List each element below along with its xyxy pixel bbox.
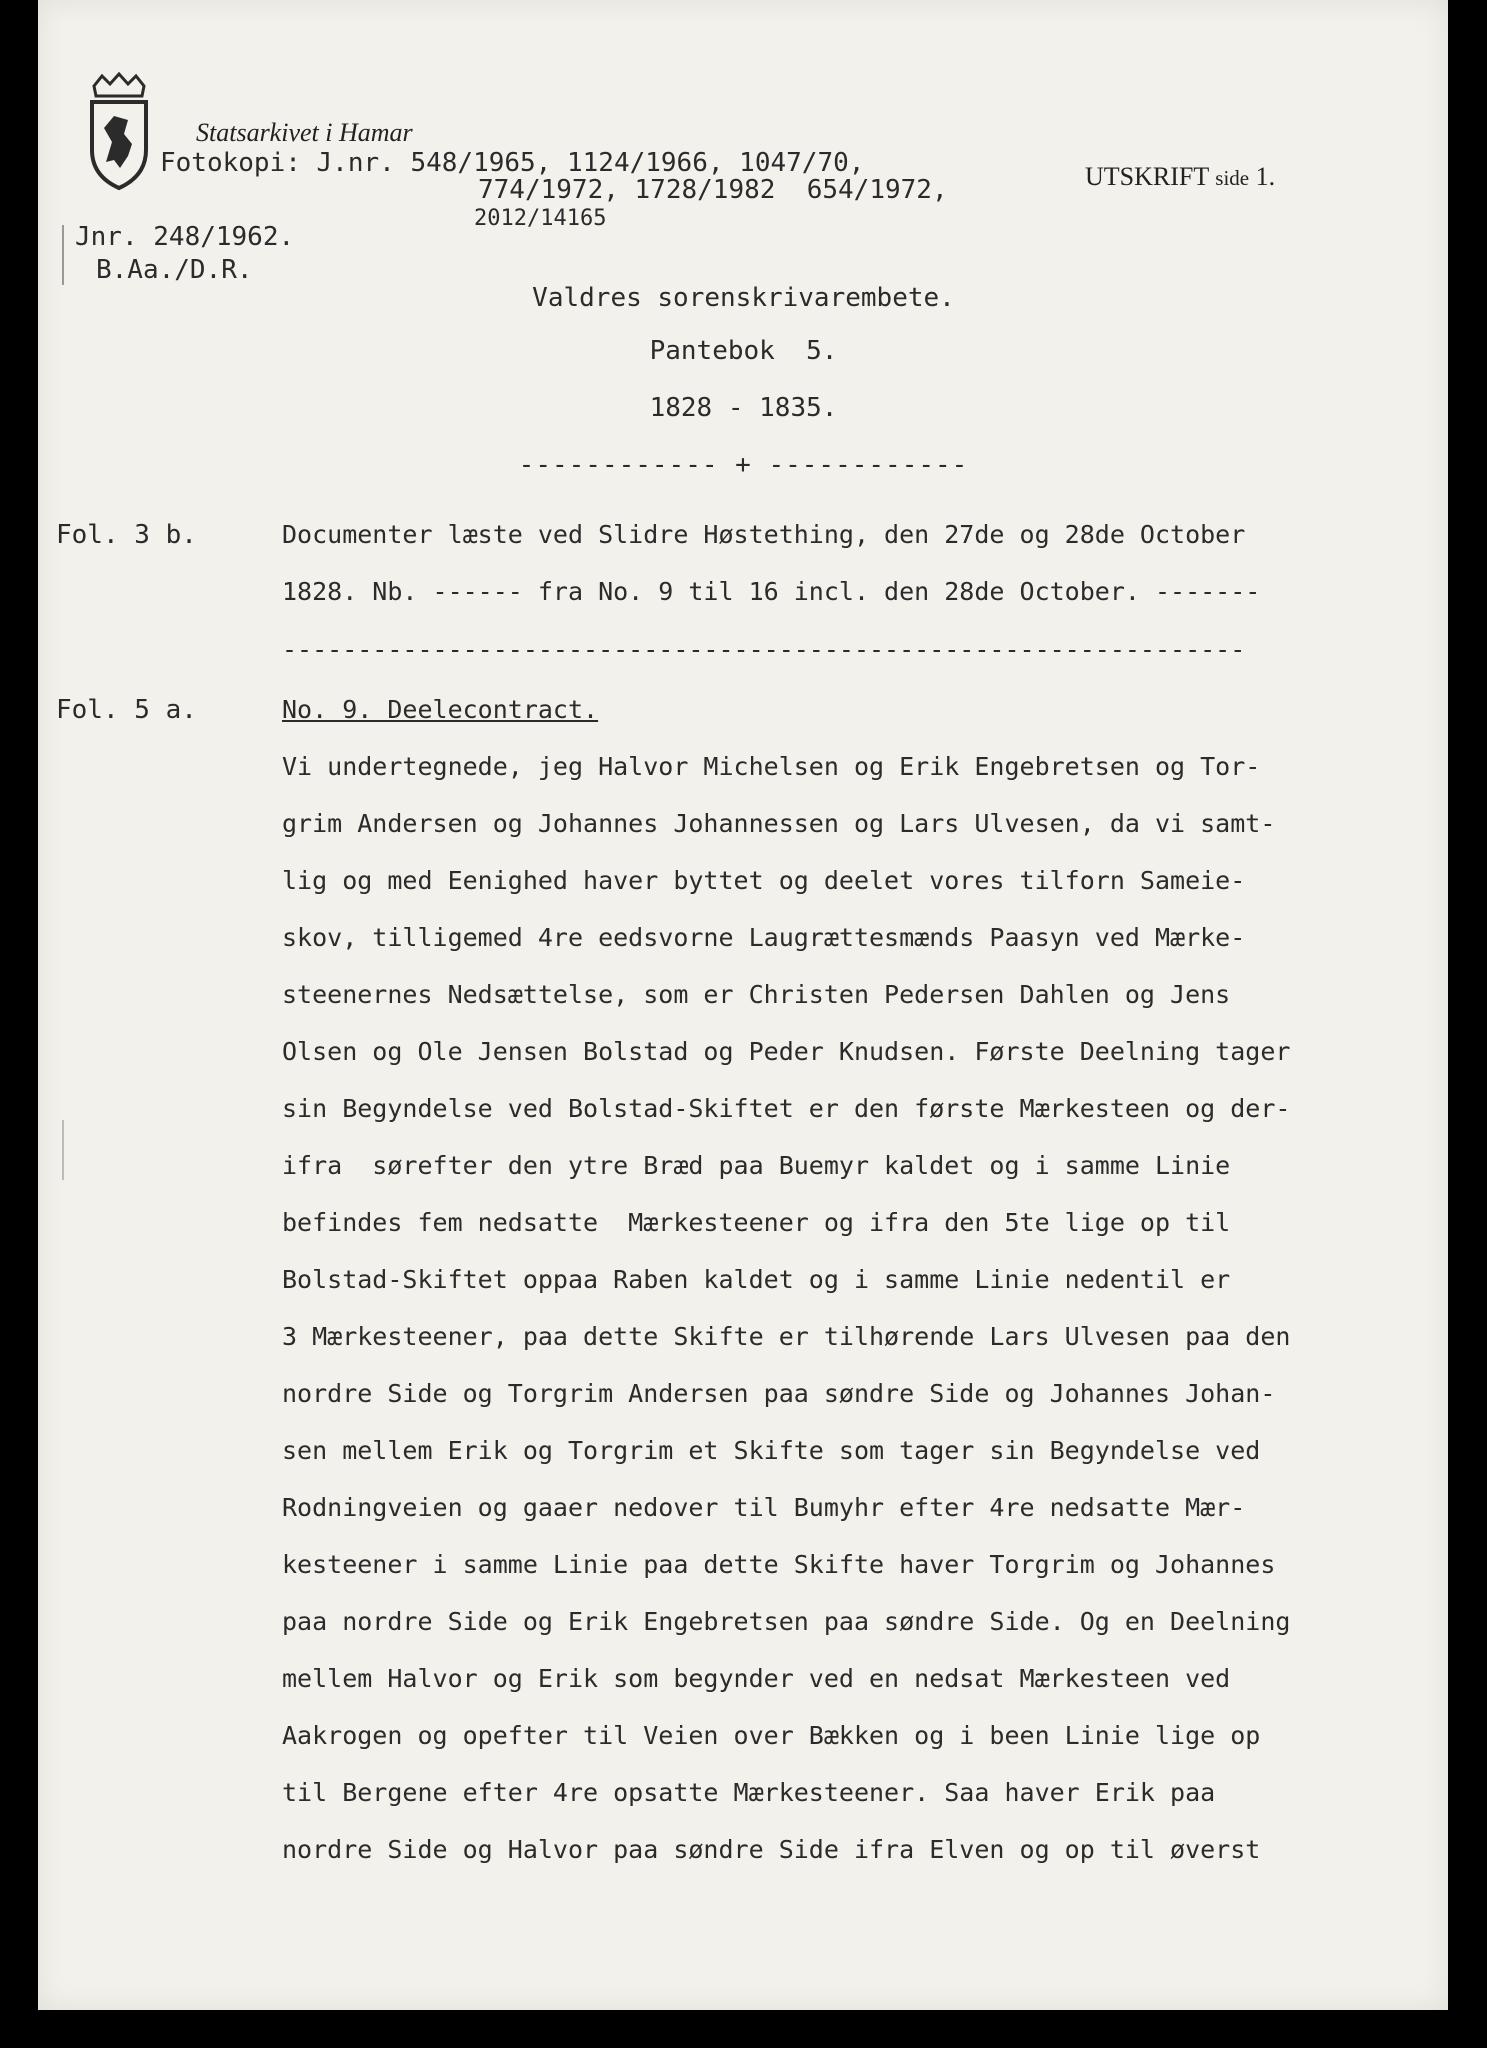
text-line: grim Andersen og Johannes Johannessen og Lars Ulvesen, da vi samt- bbox=[282, 809, 1276, 838]
text-line: skov, tilligemed 4re eedsvorne Laugrættesmænds Paasyn ved Mærke- bbox=[282, 923, 1246, 952]
text-line: mellem Halvor og Erik som begynder ved en nedsat Mærkesteen ved bbox=[282, 1664, 1231, 1693]
text-line: Rodningveien og gaaer nedover til Bumyhr efter 4re nedsatte Mær- bbox=[282, 1493, 1246, 1522]
text-line: 3 Mærkesteener, paa dette Skifte er tilhørende Lars Ulvesen paa den bbox=[282, 1322, 1291, 1351]
archive-name: Statsarkivet i Hamar bbox=[196, 118, 413, 147]
text-line: sen mellem Erik og Torgrim et Skifte som tager sin Begyndelse ved bbox=[282, 1436, 1261, 1465]
reference-initials: B.Aa./D.R. bbox=[96, 255, 253, 285]
page-margin-mark bbox=[62, 1120, 64, 1180]
text-line: kesteener i samme Linie paa dette Skifte haver Torgrim og Johannes bbox=[282, 1550, 1276, 1579]
text-line: Documenter læste ved Slidre Høstething, den 27de og 28de October bbox=[282, 520, 1246, 549]
section-rule: ---------------------------------------------------------------- bbox=[282, 635, 1246, 664]
title-separator: ------------ + ------------ bbox=[518, 450, 969, 480]
text-line: befindes fem nedsatte Mærkesteener og ifra den 5te lige op til bbox=[282, 1208, 1231, 1237]
text-line: ifra sørefter den ytre Bræd paa Buemyr kaldet og i samme Linie bbox=[282, 1151, 1231, 1180]
text-line: Bolstad-Skiftet oppaa Raben kaldet og i samme Linie nedentil er bbox=[282, 1265, 1231, 1294]
text-line: lig og med Eenighed haver byttet og deelet vores tilforn Sameie- bbox=[282, 866, 1246, 895]
journal-number: Jnr. 248/1962. bbox=[75, 222, 295, 252]
utskrift-text: UTSKRIFT bbox=[1085, 162, 1209, 191]
text-line: nordre Side og Halvor paa søndre Side ifra Elven og op til øverst bbox=[282, 1835, 1261, 1864]
coat-of-arms-icon bbox=[84, 72, 154, 192]
office-title: Valdres sorenskrivarembete. bbox=[532, 283, 955, 313]
folio-label: Fol. 5 a. bbox=[56, 695, 197, 725]
page-margin-mark bbox=[62, 225, 64, 285]
book-title: Pantebok 5. bbox=[649, 336, 838, 366]
fotokopi-line-3: 2012/14165 bbox=[474, 206, 607, 231]
text-line: Vi undertegnede, jeg Halvor Michelsen og Erik Engebretsen og Tor- bbox=[282, 752, 1261, 781]
text-line: Olsen og Ole Jensen Bolstad og Peder Knudsen. Første Deelning tager bbox=[282, 1037, 1291, 1066]
page-number: 1. bbox=[1255, 162, 1276, 191]
text-line: Aakrogen og opefter til Veien over Bækken og i been Linie lige op bbox=[282, 1721, 1261, 1750]
utskrift-label bbox=[1085, 162, 1275, 192]
text-line: til Bergene efter 4re opsatte Mærkesteener. Saa haver Erik paa bbox=[282, 1778, 1216, 1807]
year-range: 1828 - 1835. bbox=[649, 393, 838, 423]
text-line: steenernes Nedsættelse, som er Christen Pedersen Dahlen og Jens bbox=[282, 980, 1231, 1009]
fotokopi-line-1: Fotokopi: J.nr. 548/1965, 1124/1966, 1047/70, bbox=[160, 148, 865, 178]
text-line: paa nordre Side og Erik Engebretsen paa søndre Side. Og en Deelning bbox=[282, 1607, 1291, 1636]
fotokopi-line-2: 774/1972, 1728/1982 654/1972, bbox=[478, 175, 948, 205]
text-line: 1828. Nb. ------ fra No. 9 til 16 incl. den 28de October. ------- bbox=[282, 577, 1261, 606]
folio-label: Fol. 3 b. bbox=[56, 520, 197, 550]
text-line: sin Begyndelse ved Bolstad-Skiftet er den første Mærkesteen og der- bbox=[282, 1094, 1291, 1123]
entry-heading: No. 9. Deelecontract. bbox=[282, 695, 599, 724]
text-line: nordre Side og Torgrim Andersen paa søndre Side og Johannes Johan- bbox=[282, 1379, 1276, 1408]
utskrift-side: side bbox=[1215, 166, 1250, 190]
